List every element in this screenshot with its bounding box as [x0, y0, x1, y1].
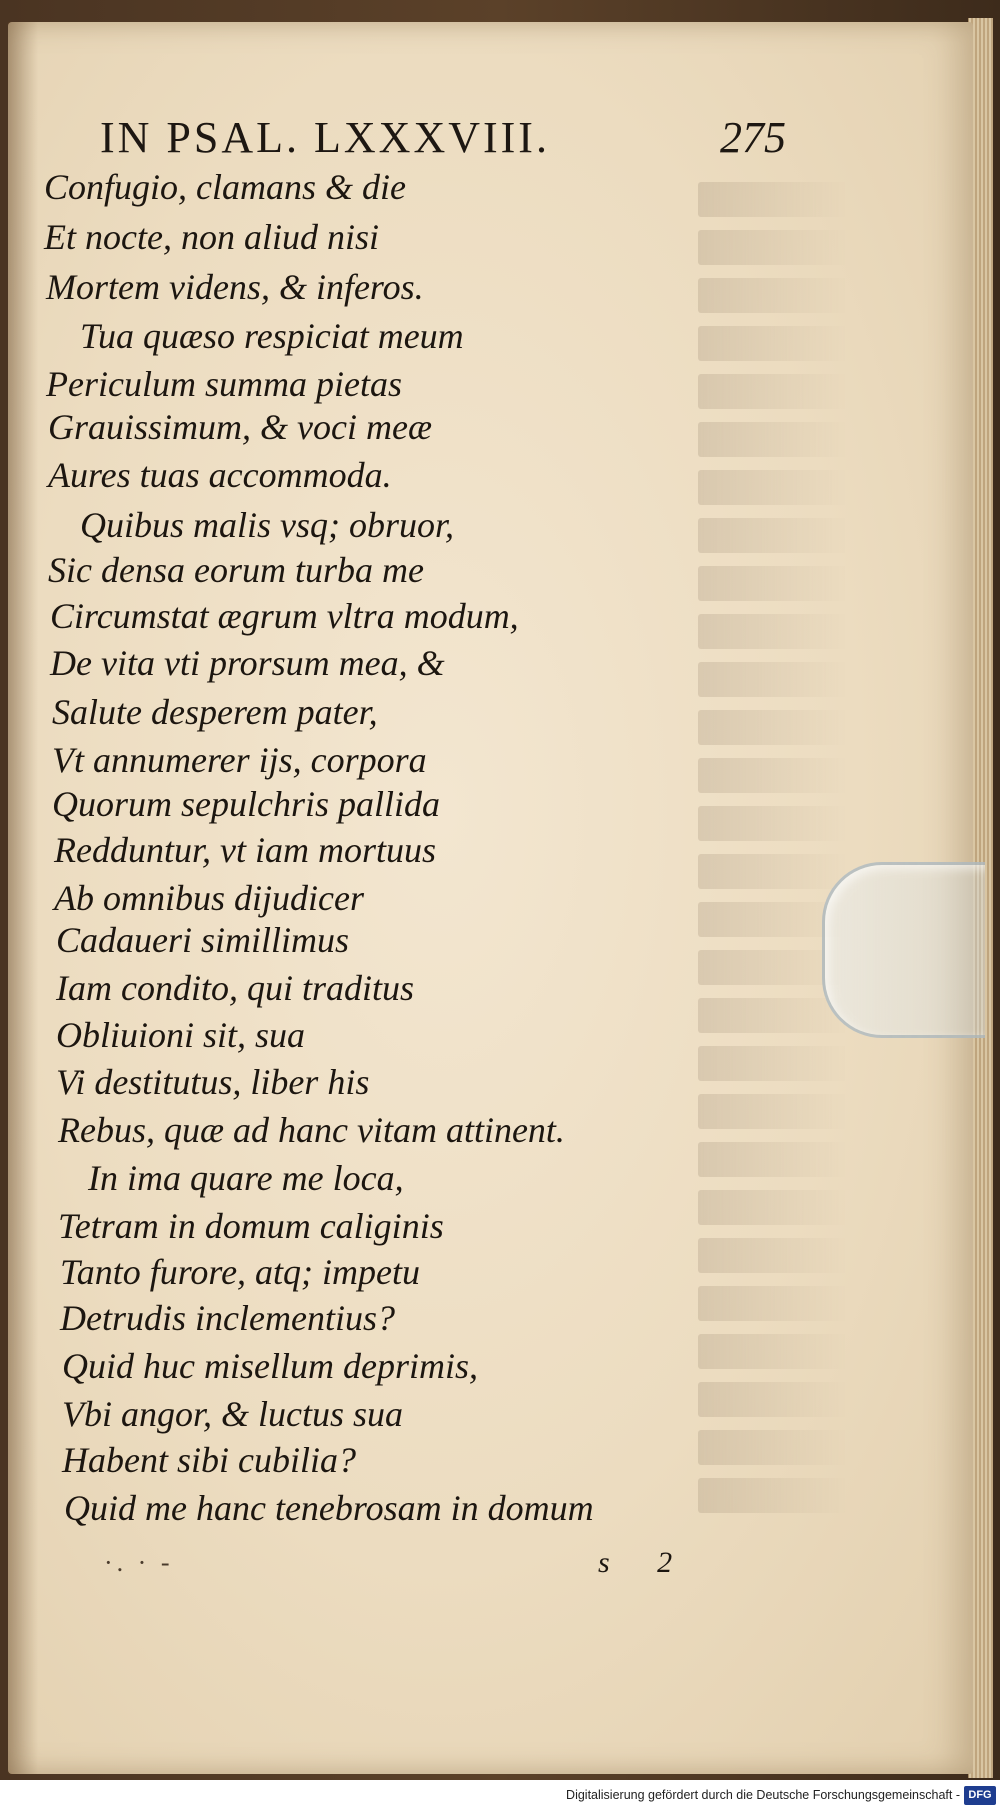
verse-line: Iam condito, qui traditus — [56, 968, 414, 1008]
page-clip — [822, 862, 985, 1038]
verse-line: Aures tuas accommoda. — [48, 455, 392, 495]
verse-line: Tanto furore, atq; impetu — [60, 1252, 421, 1292]
footer-marks: ·. · - — [104, 1548, 174, 1577]
verse-line: In ima quare me loca, — [88, 1158, 404, 1198]
verse-line: Tetram in domum caliginis — [58, 1206, 444, 1246]
verse-line: Cadaueri simillimus — [56, 920, 350, 960]
credit-bar — [0, 1780, 1000, 1813]
verse-line: Habent sibi cubilia? — [62, 1440, 356, 1480]
verse-line: Mortem videns, & inferos. — [46, 267, 424, 307]
verse-line: Quid me hanc tenebrosam in domum — [64, 1488, 594, 1528]
dfg-logo: DFG — [964, 1786, 996, 1805]
verse-line: Sic densa eorum turba me — [48, 550, 424, 590]
verse-line: Quid huc misellum deprimis, — [62, 1346, 478, 1386]
verse-line: Ab omnibus dijudicer — [54, 878, 364, 918]
verse-line: Detrudis inclementius? — [60, 1298, 395, 1338]
verse-line: Obliuioni sit, sua — [56, 1015, 306, 1055]
verse-line: Circumstat ægrum vltra modum, — [50, 596, 519, 636]
verse-line: Grauissimum, & voci meæ — [48, 407, 432, 447]
verse-line: De vita vti prorsum mea, & — [50, 643, 445, 683]
verse-line: Vt annumerer ijs, corpora — [52, 740, 427, 780]
page-number: 275 — [720, 113, 786, 162]
signature-mark: s 2 — [598, 1546, 693, 1579]
funding-credit: Digitalisierung gefördert durch die Deutsche Forschungsgemeinschaft - — [566, 1788, 960, 1802]
running-head: IN PSAL. LXXXVIII. — [100, 113, 550, 162]
verse-line: Salute desperem pater, — [52, 692, 378, 732]
verse-line: Vi destitutus, liber his — [56, 1062, 370, 1102]
verse-line: Redduntur, vt iam mortuus — [54, 830, 436, 870]
verse-line: Quorum sepulchris pallida — [52, 784, 441, 824]
verse-line: Et nocte, non aliud nisi — [44, 217, 379, 257]
verse-line: Periculum summa pietas — [46, 364, 402, 404]
verse-line: Rebus, quæ ad hanc vitam attinent. — [58, 1110, 565, 1150]
verse-line: Vbi angor, & luctus sua — [62, 1394, 404, 1434]
verse-line: Confugio, clamans & die — [44, 167, 406, 207]
verse-line: Tua quæso respiciat meum — [80, 316, 464, 356]
verse-line: Quibus malis vsq; obruor, — [80, 505, 455, 545]
